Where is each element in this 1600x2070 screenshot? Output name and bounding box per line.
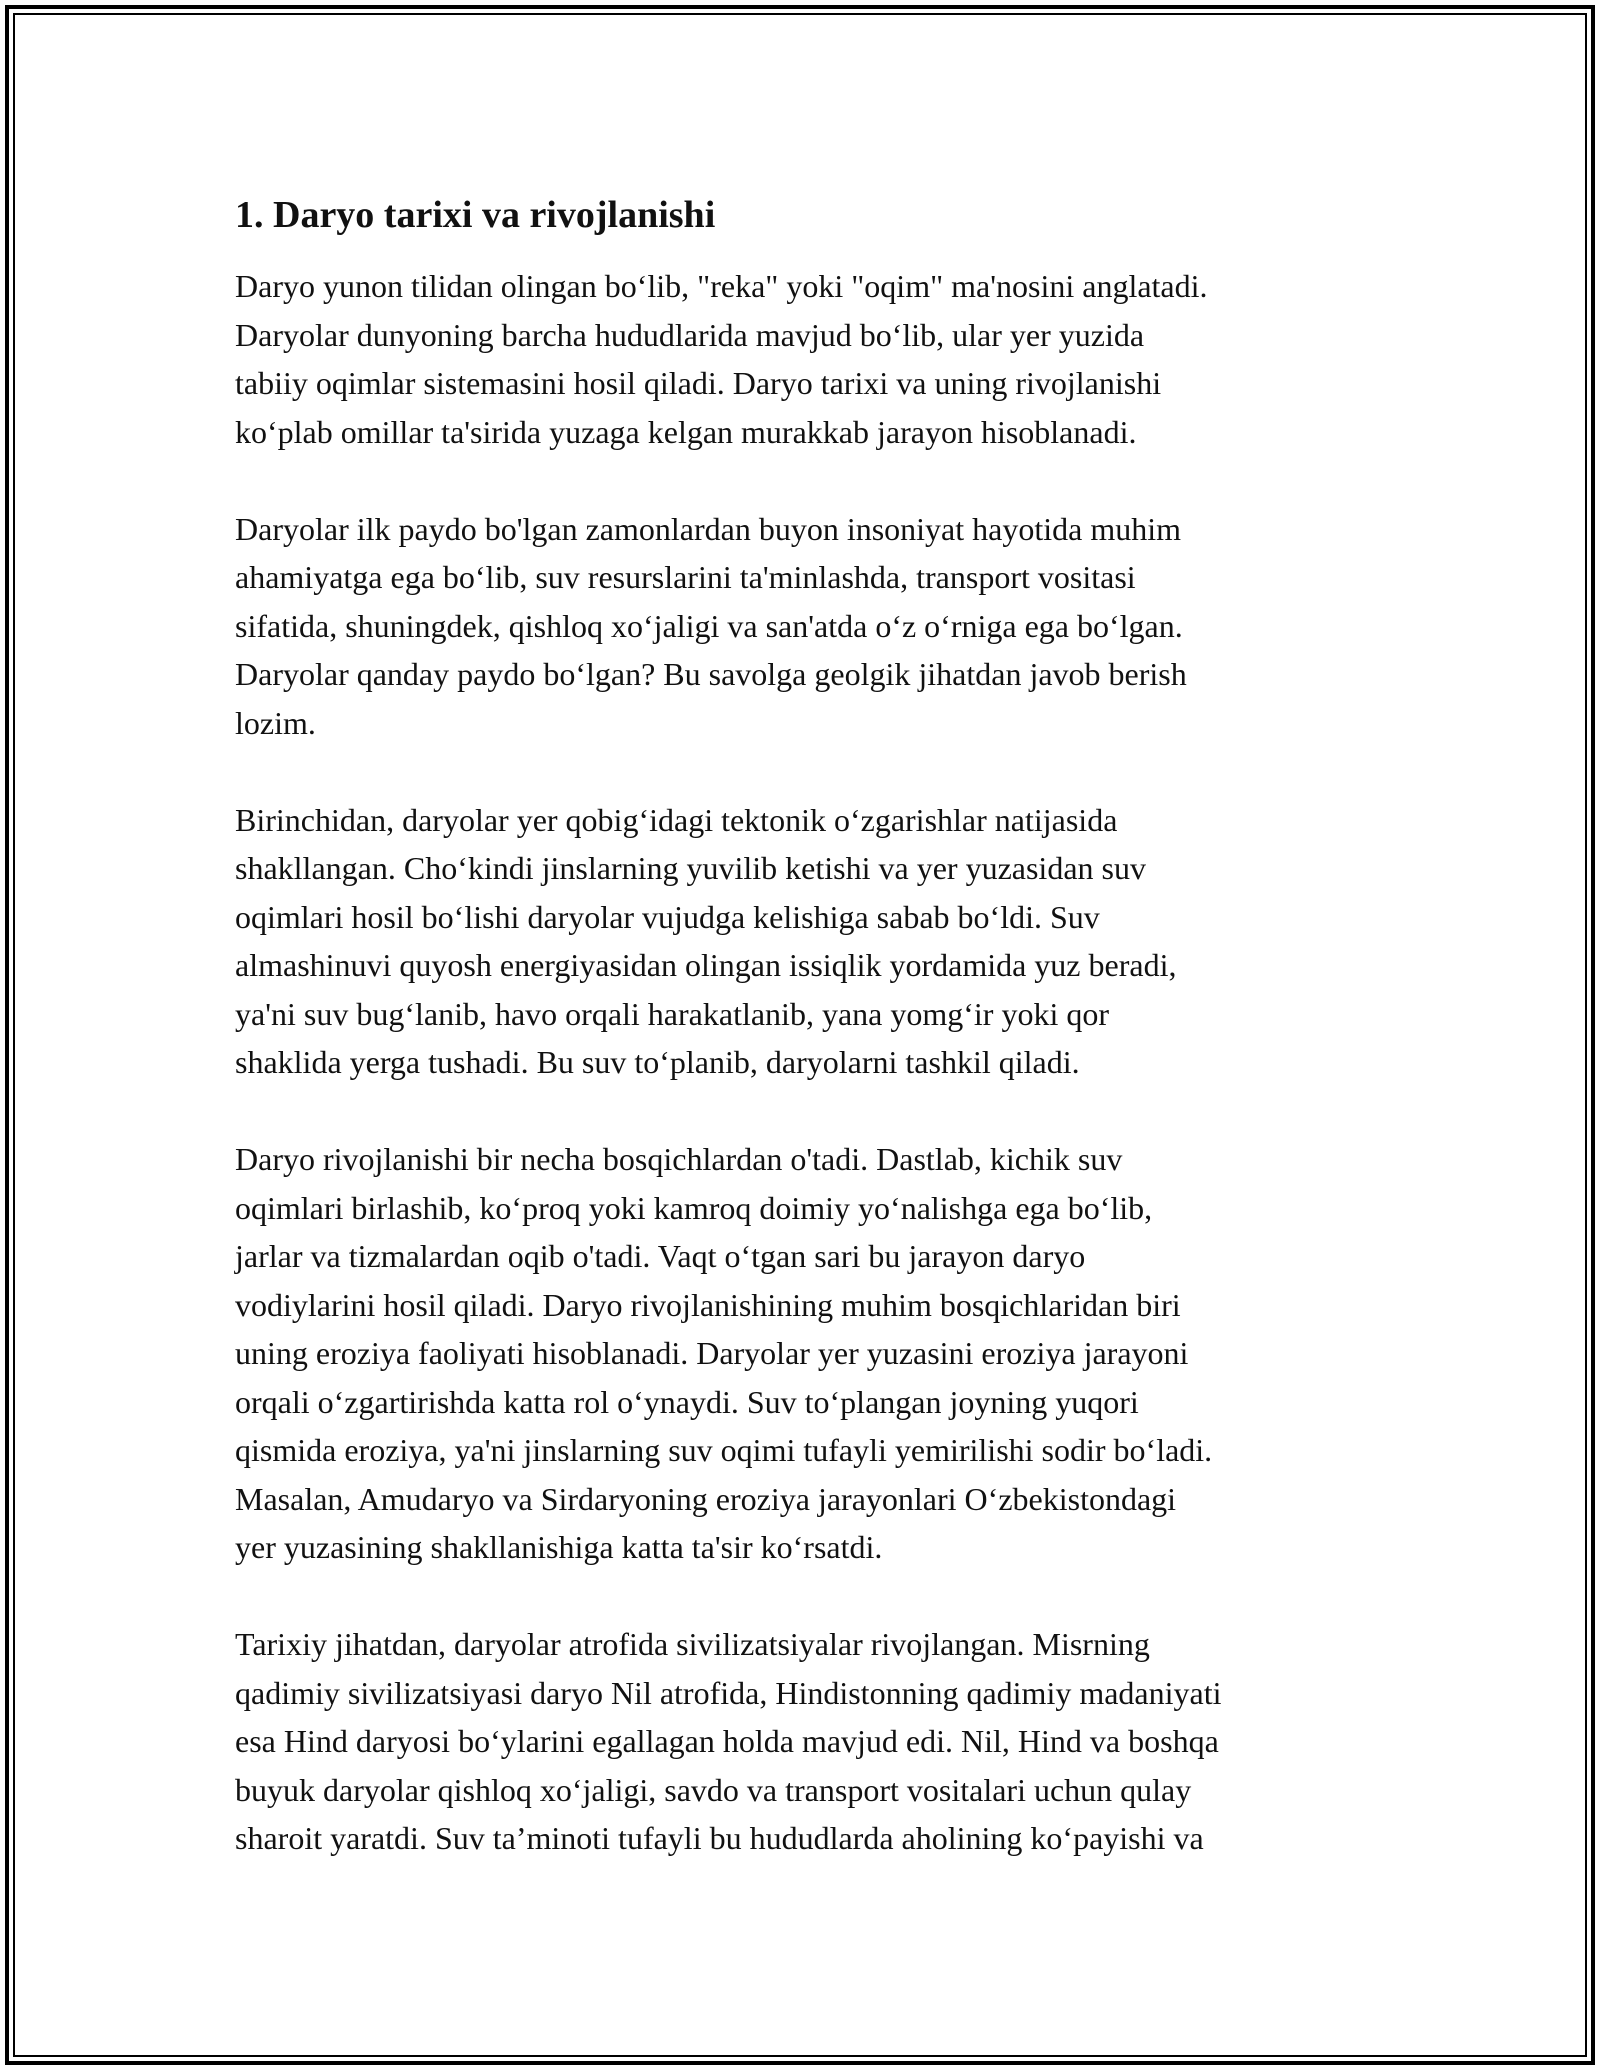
text-line: buyuk daryolar qishloq xo‘jaligi, savdo va transport vositalari uchun qulay (235, 1771, 1192, 1808)
text-line: uning eroziya faoliyati hisoblanadi. Daryolar yer yuzasini eroziya jarayoni (235, 1335, 1189, 1371)
text-line: yer yuzasining shakllanishiga katta ta'sir ko‘rsatdi. (235, 1529, 883, 1565)
text-line: Birinchidan, daryolar yer qobig‘idagi tektonik o‘zgarishlar natijasida (235, 801, 1118, 838)
text-line: qismida eroziya, ya'ni jinslarning suv oqimi tufayli yemirilishi sodir bo‘ladi. (235, 1432, 1213, 1468)
text-line: almashinuvi quyosh energiyasidan olingan issiqlik yordamida yuz beradi, (235, 947, 1177, 983)
text-line: Tarixiy jihatdan, daryolar atrofida sivilizatsiyalar rivojlangan. Misrning (235, 1626, 1150, 1662)
paragraph-4 (235, 1135, 1375, 1572)
paragraph-5 (235, 1620, 1375, 1863)
text-line: tabiiy oqimlar sistemasini hosil qiladi. Daryo tarixi va uning rivojlanishi (235, 365, 1162, 401)
text-line: sifatida, shuningdek, qishloq xo‘jaligi va san'atda o‘z o‘rniga ega bo‘lgan. (235, 607, 1183, 644)
section-heading: 1. Daryo tarixi va rivojlanishi (235, 194, 716, 236)
text-line: oqimlari birlashib, ko‘proq yoki kamroq doimiy yo‘nalishga ega bo‘lib, (235, 1189, 1153, 1226)
text-line: ahamiyatga ega bo‘lib, suv resurslarini ta'minlashda, transport vositasi (235, 559, 1136, 595)
text-line: Daryo yunon tilidan olingan bo‘lib, "reka" yoki "oqim" ma'nosini anglatadi. (235, 268, 1208, 304)
text-line: Masalan, Amudaryo va Sirdaryoning eroziya jarayonlari O‘zbekistondagi (235, 1480, 1177, 1517)
document-body (235, 188, 1375, 1911)
text-line: Daryolar ilk paydo bo'lgan zamonlardan buyon insoniyat hayotida muhim (235, 510, 1181, 547)
text-line: shakllangan. Cho‘kindi jinslarning yuvilib ketishi va yer yuzasidan suv (235, 850, 1146, 886)
text-line: lozim. (235, 704, 316, 741)
text-line: oqimlari hosil bo‘lishi daryolar vujudga kelishiga sabab bo‘ldi. Suv (235, 898, 1100, 935)
text-line: Daryolar qanday paydo bo‘lgan? Bu savolga geolgik jihatdan javob berish (235, 656, 1187, 692)
paragraph-3 (235, 796, 1375, 1087)
text-line: vodiylarini hosil qiladi. Daryo rivojlanishining muhim bosqichlaridan biri (235, 1286, 1181, 1323)
paragraph-1 (235, 262, 1375, 456)
text-line: jarlar va tizmalardan oqib o'tadi. Vaqt o‘tgan sari bu jarayon daryo (235, 1238, 1086, 1274)
text-line: orqali o‘zgartirishda katta rol o‘ynaydi. Suv to‘plangan joyning yuqori (235, 1383, 1139, 1420)
text-line: ya'ni suv bug‘lanib, havo orqali harakatlanib, yana yomg‘ir yoki qor (235, 995, 1109, 1032)
text-line: sharoit yaratdi. Suv ta’minoti tufayli bu hududlarda aholining ko‘payishi va (235, 1820, 1204, 1856)
paragraph-2 (235, 505, 1375, 748)
text-line: qadimiy sivilizatsiyasi daryo Nil atrofida, Hindistonning qadimiy madaniyati (235, 1674, 1222, 1711)
text-line: Daryolar dunyoning barcha hududlarida mavjud bo‘lib, ular yer yuzida (235, 316, 1145, 353)
text-line: shaklida yerga tushadi. Bu suv to‘planib, daryolarni tashkil qiladi. (235, 1044, 1080, 1080)
text-line: Daryo rivojlanishi bir necha bosqichlardan o'tadi. Dastlab, kichik suv (235, 1141, 1123, 1177)
text-line: esa Hind daryosi bo‘ylarini egallagan holda mavjud edi. Nil, Hind va boshqa (235, 1723, 1219, 1759)
text-line: ko‘plab omillar ta'sirida yuzaga kelgan murakkab jarayon hisoblanadi. (235, 413, 1137, 450)
